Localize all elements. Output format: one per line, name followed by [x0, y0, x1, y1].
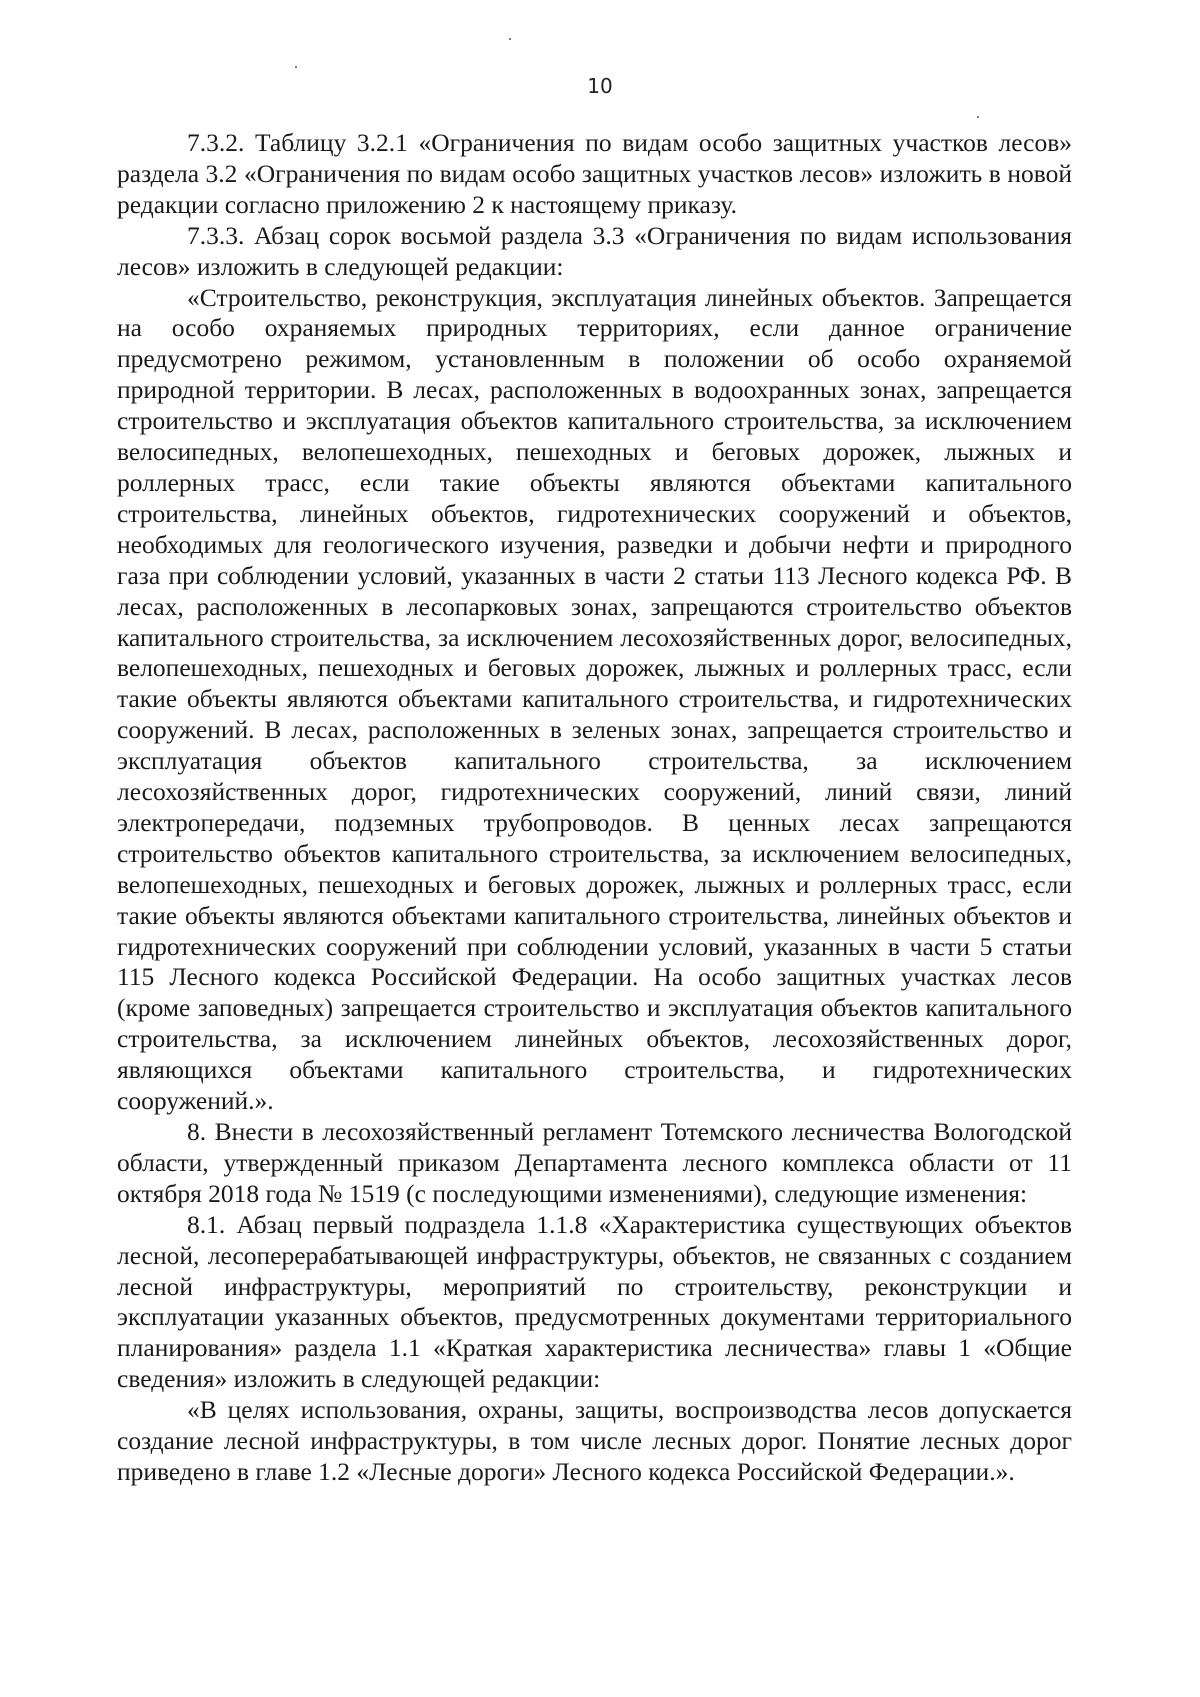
paragraph-quoted-infrastructure: «В целях использования, охраны, защиты, воспроизводства лесов допускается создание лесной инфраструктуры, в том числе лесных дорог. Понятие лесных дорог приведено в главе 1.2 «Лесные дороги» Лесного кодекса Российской Федерации.». [117, 1395, 1072, 1486]
paragraph-quoted-construction: «Строительство, реконструкция, эксплуатация линейных объектов. Запрещается на особо охраняемых природных территориях, если данное ограничение предусмотрено режимом, установленным в положении об особо охраняемой природной территории. В лесах, расположенных в водоохранных зонах, запрещается строительство и эксплуатация объектов капитального строительства, за исключением велосипедных, велопешеходных, пешеходных и беговых дорожек, лыжных и роллерных трасс, если такие объекты являются объектами капитального строительства, линейных объектов, гидротехнических сооружений и объектов, необходимых для геологического изучения, разведки и добычи нефти и природного газа при соблюдении условий, указанных в части 2 статьи 113 Лесного кодекса РФ. В лесах, расположенных в лесопарковых зонах, запрещаются строительство объектов капитального строительства, за исключением лесохозяйственных дорог, велосипедных, велопешеходных, пешеходных и беговых дорожек, лыжных и роллерных трасс, если такие объекты являются объектами капитального строительства, и гидротехнических сооружений. В лесах, расположенных в зеленых зонах, запрещается строительство и эксплуатация объектов капитального строительства, за исключением лесохозяйственных дорог, гидротехнических сооружений, линий связи, линий электропередачи, подземных трубопроводов. В ценных лесах запрещаются строительство объектов капитального строительства, за исключением велосипедных, велопешеходных, пешеходных и беговых дорожек, лыжных и роллерных трасс, если такие объекты являются объектами капитального строительства, линейных объектов и гидротехнических сооружений при соблюдении условий, указанных в части 5 статьи 115 Лесного кодекса Российской Федерации. На особо защитных участках лесов (кроме заповедных) запрещается строительство и эксплуатация объектов капитального строительства, за исключением линейных объектов, лесохозяйственных дорог, являющихся объектами капитального строительства, и гидротехнических сооружений.». [117, 282, 1072, 1116]
scan-speck [977, 116, 979, 118]
paragraph-7-3-3: 7.3.3. Абзац сорок восьмой раздела 3.3 «Ограничения по видам использования лесов» изложить в следующей редакции: [117, 220, 1072, 281]
paragraph-8: 8. Внести в лесохозяйственный регламент Тотемского лесничества Вологодской области, утвержденный приказом Департамента лесного комплекса области от 11 октября 2018 года № 1519 (с последующими изменениями), следующие изменения: [117, 1117, 1072, 1208]
scan-speck [295, 66, 297, 68]
document-body [117, 128, 1072, 1488]
paragraph-8-1: 8.1. Абзац первый подраздела 1.1.8 «Характеристика существующих объектов лесной, лесоперерабатывающей инфраструктуры, объектов, не связанных с созданием лесной инфраструктуры, мероприятий по строительству, реконструкции и эксплуатации указанных объектов, предусмотренных документами территориального планирования» раздела 1.1 «Краткая характеристика лесничества» главы 1 «Общие сведения» изложить в следующей редакции: [117, 1209, 1072, 1394]
scan-speck [509, 38, 511, 40]
page-number: 10 [587, 74, 613, 98]
paragraph-7-3-2: 7.3.2. Таблицу 3.2.1 «Ограничения по видам особо защитных участков лесов» раздела 3.2 «Ограничения по видам особо защитных участков лесов» изложить в новой редакции согласно приложению 2 к настоящему приказу. [117, 128, 1072, 219]
